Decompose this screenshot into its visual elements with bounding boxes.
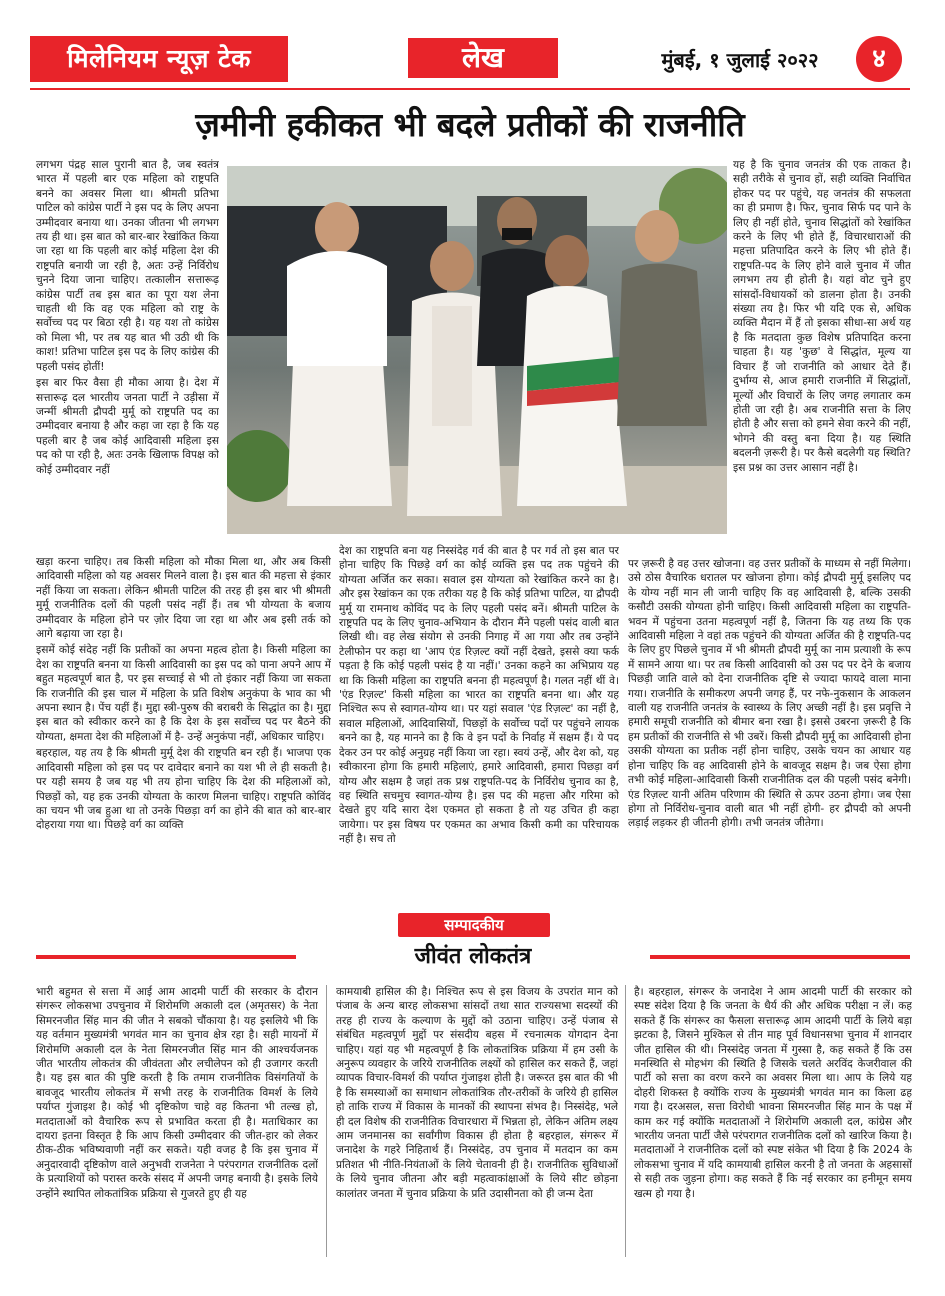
column-divider	[625, 985, 626, 1257]
article-column-2	[339, 544, 619, 906]
editorial-column-1	[36, 985, 318, 1265]
page-number: ४	[856, 36, 902, 82]
editorial-title: जीवंत लोकतंत्र	[414, 944, 532, 969]
article-paragraph: खड़ा करना चाहिए। तब किसी महिला को मौका मिला था, और अब किसी आदिवासी महिला को यह अवसर मिलने वाला है। इस बात की महत्ता से इंकार नहीं किया जा सकता। लेकिन श्रीमती पाटिल की तरह ही इस बार भी श्रीमती मुर्मू राजनीतिक दलों की पहली पसंद नहीं हैं। तब भी योग्यता के बजाय उम्मीदवार के महिला होने पर ज़ोर दिया जा रहा था और अब इसी तर्क को आगे बढ़ाया जा रहा है।	[36, 556, 331, 641]
article-paragraph: पर ज़रूरी है वह उत्तर खोजना। वह उत्तर प्रतीकों के माध्यम से नहीं मिलेगा। उसे ठोस वैचारिक धरातल पर खोजना होगा। कोई द्रौपदी मुर्मू इसलिए पद के योग्य नहीं मान ली जानी चाहिए कि वह आदिवासी है, बल्कि उसकी कसौटी उसकी योग्यता होनी चाहिए। किसी आदिवासी महिला का राष्ट्रपति-भवन में पहुंचना उतना महत्वपूर्ण नहीं है, जितना कि यह तथ्य कि एक आदिवासी महिला ने वहां तक पहुंचने की योग्यता अर्जित की है राष्ट्रपति-पद के लिए हुए पिछले चुनाव में भी श्रीमती द्रौपदी मुर्मू का नाम प्रत्याशी के रूप में सामने आया था। पर तब किसी आदिवासी को उस पद पर देने के बजाय पिछड़ी जाति वाले को देना राजनीतिक दृष्टि से ज्यादा फायदे वाला माना गया। राजनीति के समीकरण अपनी जगह हैं, पर नफे-नुकसान के आकलन वाली यह राजनीति जनतंत्र के स्वास्थ्य के लिए अच्छी नहीं है। इस प्रवृत्ति ने हमारी समूची राजनीति को बीमार बना रखा है। इससे उबरना ज़रूरी है कि हम प्रतीकों की राजनीति से भी उबरें। किसी द्रौपदी मुर्मू का आदिवासी होना उसकी योग्यता का प्रतीक नहीं होना चाहिए, उसके चयन का आधार यह होना चाहिए कि वह आदिवासी होने के बावजूद सक्षम है। जब ऐसा होगा तभी कोई महिला-आदिवासी किसी राजनीतिक दल की पहली पसंद बनेगी। एंड रिज़ल्ट यानी अंतिम परिणाम की स्थिति से ऊपर उठना होगा। जब ऐसा होगा तो निर्विरोध-चुनाव वाली बात भी नहीं होगी- हर द्रौपदी को अपनी लड़ाई लड़कर ही जीतनी होगी। तभी जनतंत्र जीतेगा।	[628, 558, 911, 830]
editorial-column-3	[634, 985, 912, 1265]
editorial-column-2	[336, 985, 618, 1265]
article-paragraph: इस बार फिर वैसा ही मौका आया है। देश में सत्तारूढ़ दल भारतीय जनता पार्टी ने उड़ीसा में जन्मीं श्रीमती द्रौपदी मुर्मू को राष्ट्रपति पद का उम्मीदवार बनाया है और कहा जा रहा है कि यह पहली बार है जब कोई आदिवासी महिला इस पद को पा रही है, अतः उनके खिलाफ विपक्ष को कोई उम्मीदवार नहीं	[36, 377, 219, 476]
issue-date: मुंबई, १ जुलाई २०२२	[661, 48, 819, 72]
editorial-rule-left	[36, 955, 296, 959]
editorial-badge: सम्पादकीय	[398, 913, 550, 937]
column-divider	[326, 985, 327, 1257]
masthead-rule	[30, 88, 910, 90]
article-paragraph: यह है कि चुनाव जनतंत्र की एक ताकत है। सही तरीके से चुनाव हों, सही व्यक्ति निर्वाचित होकर पद पर पहुंचे, यह जनतंत्र की सफलता का ही प्रमाण है। फिर, चुनाव सिर्फ पद पाने के लिए ही नहीं होते, चुनाव सिद्धांतों को रेखांकित करने के लिए भी होते हैं, विचारधाराओं की महत्ता प्रतिपादित करने के लिए भी होते हैं। राष्ट्रपति-पद के लिए होने वाले चुनाव में जीत लगभग तय ही होती है। यहां वोट चुने हुए सांसदों-विधायकों को डालना होता है। उनकी संख्या तय है। फिर भी यदि एक से, अधिक व्यक्ति मैदान में हैं तो इसका सीधा-सा अर्थ यह है कि मतदाता कुछ विशेष प्रतिपादित करना चाहता है। यह 'कुछ' वे सिद्धांत, मूल्य या विचार हैं जो राजनीति को आधार देते हैं। दुर्भाग्य से, आज हमारी राजनीति में सिद्धांतों, मूल्यों और विचारों के लिए जगह लगातार कम होती जा रही है। अब राजनीति सत्ता के लिए होती है और सत्ता को हमने सेवा करने की नहीं, भोगने की वस्तु बना दिया है। यह स्थिति बदलनी ज़रूरी है। पर कैसे बदलेगी यह स्थिति? इस प्रश्न का उत्तर आसान नहीं है।	[733, 159, 911, 474]
politicians-walking-photo	[227, 166, 727, 534]
paper-name: मिलेनियम न्यूज़ टेक	[30, 36, 288, 82]
article-paragraph: बहरहाल, यह तय है कि श्रीमती मुर्मू देश की राष्ट्रपति बन रही हैं। भाजपा एक आदिवासी महिला को इस पद पर दावेदार बनाने का यश भी ले ही सकती है। पर यही समय है जब यह भी तय होना चाहिए कि देश की महिलाओं को, पिछड़ों को, यह हक उनकी योग्यता के कारण मिलना चाहिए। राष्ट्रपति कोविंद का चयन भी जब हुआ था तो उनके पिछड़ा वर्ग का होने की बात को बार-बार दोहराया गया था। पिछड़े वर्ग का व्यक्ति	[36, 747, 331, 832]
editorial-paragraph: भारी बहुमत से सत्ता में आई आम आदमी पार्टी की सरकार के दौरान संगरूर लोकसभा उपचुनाव में शिरोमणि अकाली दल (अमृतसर) के नेता सिमरनजीत सिंह मान की जीत ने सबको चौंकाया है। यह इसलिये भी कि यह वर्तमान मुख्यमंत्री भगवंत मान का चुनाव क्षेत्र रहा है। सही मायनों में शिरोमणि अकाली दल के नेता सिमरनजीत सिंह मान की आश्चर्यजनक जीत भारतीय लोकतंत्र की जीवंतता और लचीलेपन को ही उजागर करती है। यह इस बात की पुष्टि करती है कि तमाम राजनीतिक विसंगतियों के बावजूद भारतीय लोकतंत्र में सभी तरह के राजनीतिक विमर्श के लिये पर्याप्त गुंजाइश है। कोई भी दृष्टिकोण चाहे वह कितना भी तल्ख हो, मतदाताओं को वैचारिक रूप से प्रभावित करता ही है। मताधिकार का दायरा इतना विस्तृत है कि आप किसी उम्मीदवार की जीत-हार को लेकर ठीक-ठीक भविष्यवाणी नहीं कर सकते। यही वजह है कि इस चुनाव में अनुदारवादी दृष्टिकोण वाले अनुभवी राजनेता ने परंपरागत राजनीतिक दलों के प्रत्याशियों को परास्त करके संसद में अपनी जगह बनायी है। इसके लिये उन्होंने स्थापित लोकतांत्रिक प्रक्रिया से गुजरते हुए ही यह	[36, 986, 318, 1200]
article-wide-block	[36, 555, 331, 907]
headline: ज़मीनी हकीकत भी बदले प्रतीकों की राजनीति	[195, 105, 745, 144]
article-paragraph: देश का राष्ट्रपति बना यह निस्संदेह गर्व की बात है पर गर्व तो इस बात पर होना चाहिए कि पिछड़े वर्ग का कोई व्यक्ति इस पद तक पहुंचने की योग्यता अर्जित कर सका। सवाल इस योग्यता को रेखांकित करने का है। और इस रेखांकन का एक तरीका यह है कि कोई प्रतिभा पाटिल, या द्रौपदी मुर्मू या रामनाथ कोविंद पद के लिए पहली पसंद बनें। श्रीमती पाटिल के राष्ट्रपति पद के लिए चुनाव-अभियान के दौरान मैंने पहली पसंद वाली बात लिखी थी। वह लेख संयोग से उनकी निगाह में आ गया और तब उन्होंने टेलीफोन पर कहा था 'आप एंड रिज़ल्ट क्यों नहीं देखते, इससे क्या फर्क पड़ता है कि कोई पहली पसंद है या नहीं।' उनका कहने का अभिप्राय यह था कि किसी महिला का राष्ट्रपति बनना ही महत्वपूर्ण है। गलत नहीं थीं वे। 'एंड रिज़ल्ट' किसी महिला का भारत का राष्ट्रपति बनना था। और यह निश्चित रूप से स्वागत-योग्य था। पर यहां सवाल 'एंड रिज़ल्ट' का नहीं है, सवाल महिलाओं, आदिवासियों, पिछड़ों के सर्वोच्च पदों पर पहुंचने लायक बनने का है, यह मानने का है कि वे इन पदों के निर्वाह में सक्षम हैं। ये पद देकर उन पर कोई अनुग्रह नहीं किया जा रहा। स्वयं उन्हें, और देश को, यह स्वीकारना होगा कि हमारी महिलाएं, हमारे आदिवासी, हमारा पिछड़ा वर्ग योग्य और सक्षम है जहां तक प्रश्न राष्ट्रपति-पद के निर्विरोध चुनाव का है, वह स्थिति सचमुच स्वागत-योग्य है। इस पद की महत्ता और गरिमा को देखते हुए यदि सारा देश एकमत हो सकता है तो यह उचित ही कहा जायेगा। पर इस विषय पर एकमत का अभाव किसी कमी का परिचायक नहीं है। सच तो	[339, 545, 619, 846]
article-column-1	[36, 158, 219, 554]
editorial-paragraph: कामयाबी हासिल की है। निश्चित रूप से इस विजय के उपरांत मान को पंजाब के अन्य बारह लोकसभा सांसदों तथा सात राज्यसभा सदस्यों की तरह ही राज्य के कल्याण के मुद्दों को उठाना चाहिए। उन्हें पंजाब से संबंधित महत्वपूर्ण मुद्दों पर संसदीय बहस में रचनात्मक योगदान देना चाहिए। यहां यह भी महत्वपूर्ण है कि लोकतांत्रिक प्रक्रिया में हम उसी के अनुरूप व्यवहार के जरिये राजनीतिक लक्ष्यों को हासिल कर सकते हैं, जहां व्यापक विचार-विमर्श की पर्याप्त गुंजाइश होती है। जरूरत इस बात की भी है कि समस्याओं का समाधान लोकतांत्रिक तौर-तरीकों के जरिये ही हासिल हो ताकि राज्य में विकास के मानकों की स्थापना संभव है। निस्संदेह, भले ही दल विशेष की राजनीतिक विचारधारा में भिन्नता हो, लेकिन अंतिम लक्ष्य आम जनमानस का सर्वांगीण विकास ही होता है बहरहाल, संगरूर में जनादेश के गहरे निहितार्थ हैं। निस्संदेह, उप चुनाव में मतदान का कम प्रतिशत भी नीति-नियंताओं के लिये चेतावनी ही है। राजनीतिक सुविधाओं के लिये चुनाव जीतना और बड़ी महत्वाकांक्षाओं के लिये सीट छोड़ना कालांतर जनता में चुनाव प्रक्रिया के प्रति उदासीनता को ही जन्म देता	[336, 986, 618, 1200]
article-photo	[227, 166, 727, 534]
article-column-3-wide	[628, 557, 911, 907]
editorial-rule-right	[650, 955, 910, 959]
article-column-3	[733, 158, 911, 554]
section-label: लेख	[408, 38, 558, 78]
editorial-paragraph: है। बहरहाल, संगरूर के जनादेश ने आम आदमी पार्टी की सरकार को स्पष्ट संदेश दिया है कि जनता के धैर्य की और अधिक परीक्षा न लें। कह सकते हैं कि संगरूर का फैसला सत्तारूढ़ आम आदमी पार्टी के लिये बड़ा झटका है, जिसने मुश्किल से तीन माह पूर्व विधानसभा चुनाव में शानदार जीत हासिल की थी। निस्संदेह जनता में गुस्सा है, कह सकते हैं कि उस मनस्थिति से मोहभंग की स्थिति है जिसके चलते अरविंद केजरीवाल की पार्टी को सत्ता का वरण करने का अवसर मिला था। आप के लिये यह दोहरी शिकस्त है क्योंकि राज्य के मुख्यमंत्री भगवंत मान का किला ढह गया है। दरअसल, सत्ता विरोधी भावना सिमरनजीत सिंह मान के पक्ष में काम कर गई क्योंकि मतदाताओं ने शिरोमणि अकाली दल, कांग्रेस और भारतीय जनता पार्टी जैसे परंपरागत राजनीतिक दलों को खारिज किया है। मतदाताओं ने राजनीतिक दलों को स्पष्ट संकेत भी दिया है कि 2024 के लोकसभा चुनाव में यदि कामयाबी हासिल करनी है तो जनता के अहसासों से सही तक जुड़ना होगा। कह सकते हैं कि नई सरकार का हनीमून समय खत्म हो गया है।	[634, 986, 912, 1200]
article-paragraph: लगभग पंद्रह साल पुरानी बात है, जब स्वतंत्र भारत में पहली बार एक महिला को राष्ट्रपति बनने का अवसर मिला था। श्रीमती प्रतिभा पाटिल को कांग्रेस पार्टी ने इस पद के लिए अपना उम्मीदवार बनाया था। उनका जीतना भी लगभग तय ही था। इस बात को बार-बार रेखांकित किया जा रहा था कि पहली बार कोई महिला देश की राष्ट्रपति बनायी जा रही है, अतः उन्हें निर्विरोध चुनने दिया जाना चाहिए। तत्कालीन सत्तारूढ़ कांग्रेस पार्टी तब इस बात का पूरा यश लेना चाहती थी कि वह एक महिला को राष्ट्र के सर्वोच्च पद पर बिठा रही है। यह यश तो कांग्रेस को मिला भी, पर तब यह बात भी उठी थी कि काश! प्रतिभा पाटिल इस पद के लिए कांग्रेस की पहली पसंद होतीं!	[36, 159, 219, 373]
article-paragraph: इसमें कोई संदेह नहीं कि प्रतीकों का अपना महत्व होता है। किसी महिला का देश का राष्ट्रपति बनना या किसी आदिवासी का इस पद को पाना अपने आप में बहुत महत्वपूर्ण बात है, पर इस सच्चाई से भी तो इंकार नहीं किया जा सकता कि राजनीति की इस चाल में महिला के प्रति विशेष अनुकंपा के भाव का भी अपना स्थान है। पेंच यहीं हैं। मुद्दा स्त्री-पुरुष की बराबरी के सिद्धांत का है। मुद्दा इस बात को स्वीकार करने का है कि देश के इस सर्वोच्च पद पर बैठने की योग्यता, क्षमता देश की महिलाओं में है- उन्हें अनुकंपा नहीं, अधिकार चाहिए।	[36, 644, 331, 743]
masthead	[30, 36, 910, 84]
